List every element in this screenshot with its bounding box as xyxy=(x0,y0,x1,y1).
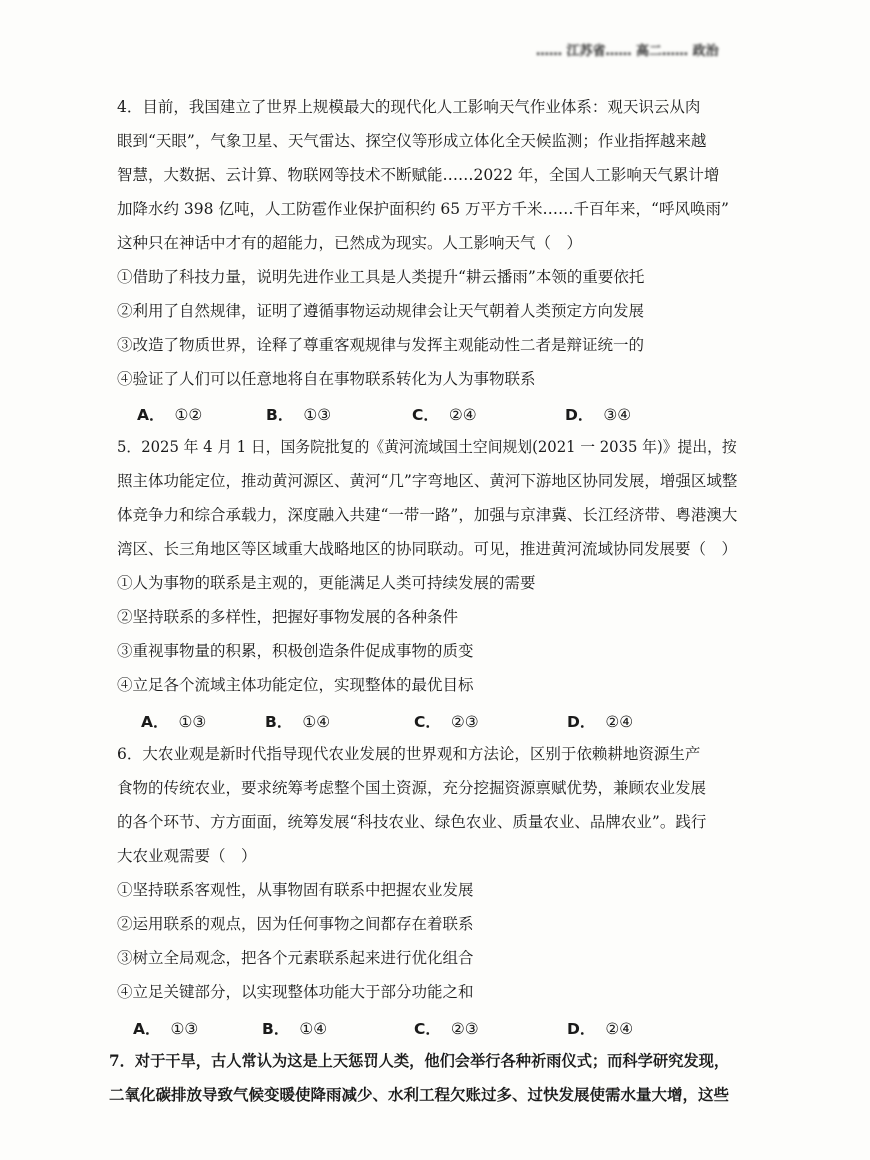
q6-line-3: 的各个环节、方方面面，统筹发展“科技农业、绿色农业、质量农业、品牌农业”。践行 xyxy=(117,813,707,831)
choice-value: ②④ xyxy=(605,1020,634,1038)
q4-item-2: ②利用了自然规律，证明了遵循事物运动规律会让天气朝着人类预定方向发展 xyxy=(117,302,645,320)
choice-letter: C． xyxy=(412,406,439,424)
q6-choice-c[interactable] xyxy=(414,1017,479,1039)
choice-letter: D． xyxy=(567,1020,596,1038)
q6-item-3: ③树立全局观念，把各个元素联系起来进行优化组合 xyxy=(117,949,474,967)
q6-choice-d[interactable] xyxy=(567,1017,633,1039)
q5-choice-c[interactable] xyxy=(414,710,479,732)
q5-line-1: 5．2025 年 4 月 1 日，国务院批复的《黄河流域国土空间规划(2021 一 2035 年)》提出，按 xyxy=(117,438,737,456)
q5-choice-a[interactable] xyxy=(141,710,206,732)
q5-line-3: 体竞争力和综合承载力，深度融入共建“一带一路”，加强与京津冀、长江经济带、粤港澳大 xyxy=(117,506,738,524)
choice-letter: A． xyxy=(141,713,169,731)
q6-item-1: ①坚持联系客观性，从事物固有联系中把握农业发展 xyxy=(117,881,474,899)
q7-line-2: 二氧化碳排放导致气候变暖使降雨减少、水利工程欠账过多、过快发展使需水量大增，这些 xyxy=(109,1085,730,1104)
choice-letter: B． xyxy=(262,1020,290,1038)
q7-line-1: 7．对于干旱，古人常认为这是上天惩罚人类，他们会举行各种祈雨仪式；而科学研究发现， xyxy=(109,1051,730,1070)
choice-value: ②③ xyxy=(450,713,479,731)
choice-value: ①④ xyxy=(299,1020,328,1038)
choice-value: ①③ xyxy=(178,713,207,731)
choice-letter: B． xyxy=(265,713,293,731)
q6-item-4: ④立足关键部分，以实现整体功能大于部分功能之和 xyxy=(117,983,474,1001)
choice-letter: D． xyxy=(567,713,596,731)
q6-line-1: 6．大农业观是新时代指导现代农业发展的世界观和方法论，区别于依赖耕地资源生产 xyxy=(117,745,701,763)
q4-item-1: ①借助了科技力量，说明先进作业工具是人类提升“耕云播雨”本领的重要依托 xyxy=(117,268,645,286)
choice-value: ①② xyxy=(174,406,203,424)
q5-item-3: ③重视事物量的积累，积极创造条件促成事物的质变 xyxy=(117,642,474,660)
q6-line-4: 大农业观需要（ ） xyxy=(117,847,257,865)
q4-line-4: 加降水约 398 亿吨，人工防雹作业保护面积约 65 万平方千米……千百年来，“呼风唤雨” xyxy=(117,200,729,218)
choice-letter: A． xyxy=(133,1020,161,1038)
q4-item-3: ③改造了物质世界，诠释了尊重客观规律与发挥主观能动性二者是辩证统一的 xyxy=(117,336,645,354)
q6-choice-a[interactable] xyxy=(133,1017,198,1039)
q4-line-3: 智慧，大数据、云计算、物联网等技术不断赋能……2022 年，全国人工影响天气累计增 xyxy=(117,166,720,184)
choice-value: ①③ xyxy=(170,1020,199,1038)
q5-line-4: 湾区、长三角地区等区域重大战略地区的协同联动。可见，推进黄河流域协同发展要（ ） xyxy=(117,540,738,558)
q5-line-2: 照主体功能定位，推动黄河源区、黄河“几”字弯地区、黄河下游地区协同发展，增强区域整 xyxy=(117,472,738,490)
q4-choice-c[interactable] xyxy=(412,403,477,425)
choice-value: ②④ xyxy=(448,406,477,424)
choice-letter: A． xyxy=(137,406,165,424)
choice-letter: C． xyxy=(414,713,441,731)
q6-item-2: ②运用联系的观点，因为任何事物之间都存在着联系 xyxy=(117,915,474,933)
page-header: …… 江苏省…… 高二…… 政治 xyxy=(536,44,719,59)
choice-value: ①③ xyxy=(303,406,332,424)
q5-item-4: ④立足各个流域主体功能定位，实现整体的最优目标 xyxy=(117,676,474,694)
choice-letter: B． xyxy=(266,406,294,424)
q4-line-5: 这种只在神话中才有的超能力，已然成为现实。人工影响天气（ ） xyxy=(117,234,583,252)
choice-value: ③④ xyxy=(603,406,632,424)
choice-value: ②④ xyxy=(605,713,634,731)
q4-line-1: 4．目前，我国建立了世界上规模最大的现代化人工影响天气作业体系：观天识云从肉 xyxy=(117,98,701,116)
choice-letter: C． xyxy=(414,1020,441,1038)
q6-choice-b[interactable] xyxy=(262,1017,327,1039)
choice-value: ②③ xyxy=(450,1020,479,1038)
q5-choice-b[interactable] xyxy=(265,710,330,732)
q4-choice-a[interactable] xyxy=(137,403,202,425)
q4-choice-b[interactable] xyxy=(266,403,331,425)
q6-line-2: 食物的传统农业，要求统筹考虑整个国土资源，充分挖掘资源禀赋优势，兼顾农业发展 xyxy=(117,779,707,797)
q4-choice-d[interactable] xyxy=(565,403,631,425)
choice-value: ①④ xyxy=(302,713,331,731)
q5-choice-d[interactable] xyxy=(567,710,633,732)
choice-letter: D． xyxy=(565,406,594,424)
q5-item-1: ①人为事物的联系是主观的，更能满足人类可持续发展的需要 xyxy=(117,574,536,592)
q4-line-2: 眼到“天眼”，气象卫星、天气雷达、探空仪等形成立体化全天候监测；作业指挥越来越 xyxy=(117,132,707,150)
q4-item-4: ④验证了人们可以任意地将自在事物联系转化为人为事物联系 xyxy=(117,370,536,388)
q5-item-2: ②坚持联系的多样性，把握好事物发展的各种条件 xyxy=(117,608,459,626)
